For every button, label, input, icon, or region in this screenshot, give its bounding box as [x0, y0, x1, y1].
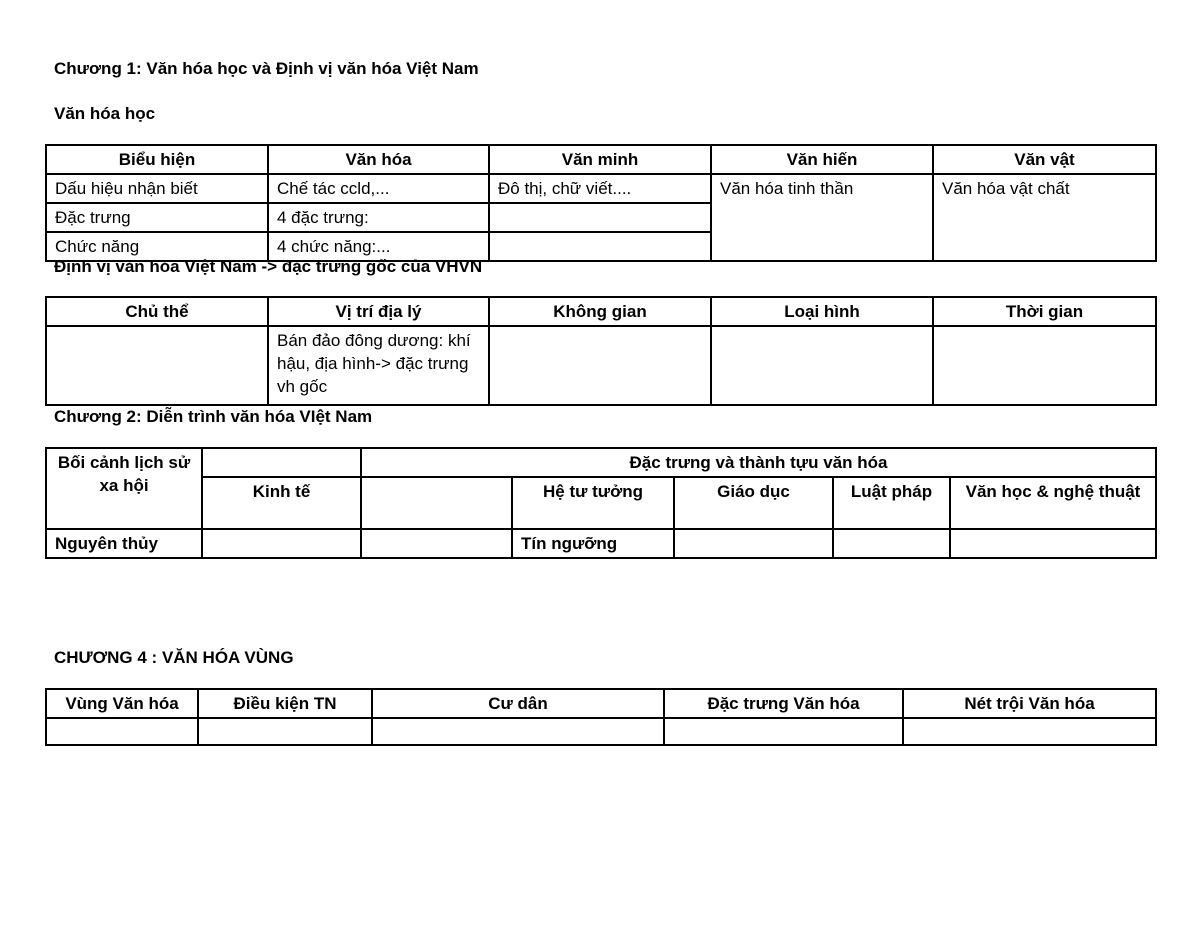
- table-cell: Nguyên thủy: [46, 529, 202, 558]
- header-cell: Đặc trưng Văn hóa: [664, 689, 903, 718]
- header-cell: Cư dân: [372, 689, 664, 718]
- header-cell: [202, 448, 361, 477]
- header-cell: Vị trí địa lý: [268, 297, 489, 326]
- header-cell: Giáo dục: [674, 477, 833, 529]
- table-cell: Bán đảo đông dương: khí hậu, địa hình-> đặc trưng vh gốc: [268, 326, 489, 405]
- header-cell: Nét trội Văn hóa: [903, 689, 1156, 718]
- header-cell: Điều kiện TN: [198, 689, 372, 718]
- header-cell: Văn hóa: [268, 145, 489, 174]
- table-cell: [372, 718, 664, 745]
- table-cell: [933, 326, 1156, 405]
- header-cell: [361, 477, 512, 529]
- table-header-row: [46, 448, 1156, 477]
- cultural-process-table: [45, 447, 1157, 559]
- table-cell: [489, 232, 711, 261]
- table-row: [46, 529, 1156, 558]
- header-cell: Văn hiến: [711, 145, 933, 174]
- table-cell: Tín ngưỡng: [512, 529, 674, 558]
- table-cell: Văn hóa tinh thần: [711, 174, 933, 261]
- table-row: [46, 326, 1156, 405]
- header-cell: Biểu hiện: [46, 145, 268, 174]
- header-cell: Luật pháp: [833, 477, 950, 529]
- table-header-row: [46, 145, 1156, 174]
- table-cell: 4 chức năng:...: [268, 232, 489, 261]
- header-cell: Vùng Văn hóa: [46, 689, 198, 718]
- header-cell: Không gian: [489, 297, 711, 326]
- table-cell: [711, 326, 933, 405]
- chapter1-title: Chương 1: Văn hóa học và Định vị văn hóa Việt Nam: [54, 59, 479, 78]
- culture-terms-table: [45, 144, 1157, 262]
- table-row: [46, 718, 1156, 745]
- table-cell: Chức năng: [46, 232, 268, 261]
- table-cell: [489, 326, 711, 405]
- table-cell: [674, 529, 833, 558]
- table-cell: [903, 718, 1156, 745]
- section-title: Định vị văn hóa Việt Nam -> đặc trưng gốc của VHVN: [54, 257, 483, 276]
- header-cell: Văn vật: [933, 145, 1156, 174]
- table-cell: [46, 718, 198, 745]
- header-cell: Thời gian: [933, 297, 1156, 326]
- chapter1-subtitle: Văn hóa học: [54, 104, 156, 123]
- table-cell: [361, 529, 512, 558]
- table-cell: [46, 326, 268, 405]
- header-cell: Đặc trưng và thành tựu văn hóa: [361, 448, 1156, 477]
- header-cell: Văn học & nghệ thuật: [950, 477, 1156, 529]
- table-header-row: [46, 477, 1156, 529]
- table-header-row: [46, 297, 1156, 326]
- header-cell: Hệ tư tưởng: [512, 477, 674, 529]
- table-cell: Đô thị, chữ viết....: [489, 174, 711, 203]
- chapter2-title: Chương 2: Diễn trình văn hóa VIệt Nam: [54, 407, 373, 426]
- chapter4-title: CHƯƠNG 4 : VĂN HÓA VÙNG: [54, 648, 294, 667]
- header-cell: Loại hình: [711, 297, 933, 326]
- vietnam-culture-positioning-table: [45, 296, 1157, 406]
- table-cell: Chế tác ccld,...: [268, 174, 489, 203]
- header-cell: Văn minh: [489, 145, 711, 174]
- table-header-row: [46, 689, 1156, 718]
- table-row: [46, 174, 1156, 203]
- header-cell: Kinh tế: [202, 477, 361, 529]
- table-cell: [664, 718, 903, 745]
- header-cell: Bối cảnh lịch sử xa hội: [46, 448, 202, 529]
- header-cell: Chủ thể: [46, 297, 268, 326]
- table-cell: [489, 203, 711, 232]
- table-cell: Dấu hiệu nhận biết: [46, 174, 268, 203]
- table-cell: [202, 529, 361, 558]
- table-cell: 4 đặc trưng:: [268, 203, 489, 232]
- table-cell: Văn hóa vật chất: [933, 174, 1156, 261]
- table-cell: [198, 718, 372, 745]
- regional-culture-table: [45, 688, 1157, 746]
- table-cell: [950, 529, 1156, 558]
- table-cell: Đặc trưng: [46, 203, 268, 232]
- table-cell: [833, 529, 950, 558]
